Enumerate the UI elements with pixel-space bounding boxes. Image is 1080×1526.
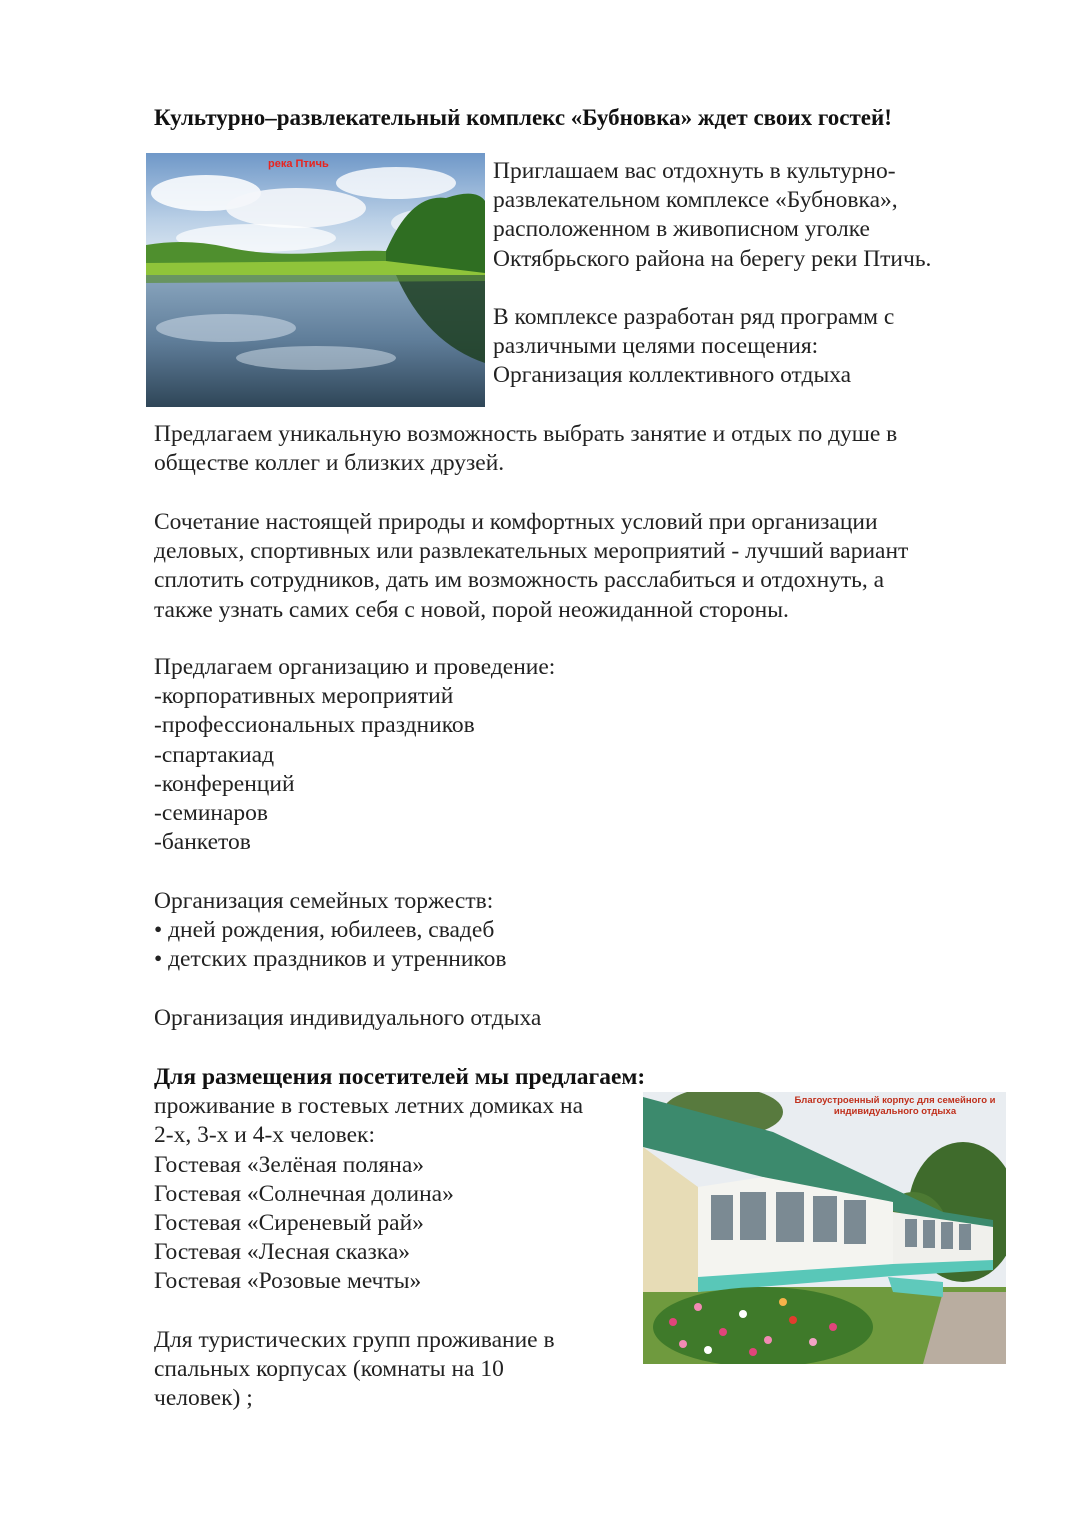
text-line: проживание в гостевых летних домиках на <box>154 1093 584 1120</box>
text-line: В комплексе разработан ряд программ с <box>493 304 895 330</box>
building-photo <box>643 1092 1006 1364</box>
accommodation-heading: Для размещения посетителей мы предлагаем: <box>154 1064 646 1090</box>
events-list <box>154 653 555 857</box>
list-item: Гостевая «Солнечная долина» <box>154 1180 454 1207</box>
accommodation-section <box>154 1063 645 1297</box>
text-line: также узнать самих себя с новой, порой неожиданной стороны. <box>154 596 789 623</box>
text-line: деловых, спортивных или развлекательных мероприятий - лучший вариант <box>154 538 909 565</box>
text-line: Предлагаем уникальную возможность выбрать занятие и отдых по душе в <box>154 421 898 447</box>
text-line: 2-х, 3-х и 4-х человек: <box>154 1122 375 1149</box>
list-item: -спартакиад <box>154 741 275 768</box>
text-line: сплотить сотрудников, дать им возможность расслабиться и отдохнуть, а <box>154 567 885 594</box>
list-item: Гостевая «Лесная сказка» <box>154 1239 410 1266</box>
list-item: -профессиональных праздников <box>154 712 475 739</box>
list-item: • детских праздников и утренников <box>154 946 507 973</box>
text-line: Сочетание настоящей природы и комфортных условий при организации <box>154 509 878 535</box>
events-heading: Предлагаем организацию и проведение: <box>154 654 556 680</box>
groups-paragraph <box>154 1326 555 1414</box>
list-item: • дней рождения, юбилеев, свадеб <box>154 917 495 944</box>
list-item: Гостевая «Розовые мечты» <box>154 1268 422 1295</box>
intro-paragraph <box>493 157 931 274</box>
text-line: Приглашаем вас отдохнуть в культурно- <box>493 158 896 184</box>
list-item: -конференций <box>154 770 295 797</box>
list-item: Гостевая «Сиреневый рай» <box>154 1210 424 1237</box>
text-line: спальных корпусах (комнаты на 10 <box>154 1356 504 1383</box>
text-line: Организация коллективного отдыха <box>493 362 852 389</box>
page-title: Культурно–развлекательный комплекс «Бубновка» ждет своих гостей! <box>154 105 892 130</box>
text-line: различными целями посещения: <box>493 333 819 360</box>
family-heading: Организация семейных торжеств: <box>154 888 494 914</box>
building-photo-caption <box>780 1095 1010 1117</box>
family-list <box>154 887 507 975</box>
text-line: Для туристических групп проживание в <box>154 1327 555 1353</box>
combination-paragraph <box>154 508 908 625</box>
list-item: -семинаров <box>154 800 269 827</box>
text-line: Октябрьского района на берегу реки Птичь. <box>493 245 932 272</box>
text-line: обществе коллег и близких друзей. <box>154 450 505 477</box>
list-item: -банкетов <box>154 829 251 856</box>
text-line: развлекательном комплексе «Бубновка», <box>493 187 898 214</box>
caption-line: Благоустроенный корпус для семейного и <box>794 1095 996 1106</box>
list-item: Гостевая «Зелёная поляна» <box>154 1151 424 1178</box>
river-photo-caption: река Птичь <box>268 158 329 170</box>
individual-rest: Организация индивидуального отдыха <box>154 1005 542 1031</box>
programs-paragraph <box>493 303 894 391</box>
caption-line: индивидуального отдыха <box>833 1106 957 1117</box>
text-line: расположенном в живописном уголке <box>493 216 870 243</box>
unique-paragraph <box>154 420 897 478</box>
text-line: человек) ; <box>154 1385 253 1412</box>
list-item: -корпоративных мероприятий <box>154 683 454 710</box>
river-photo <box>146 153 485 407</box>
